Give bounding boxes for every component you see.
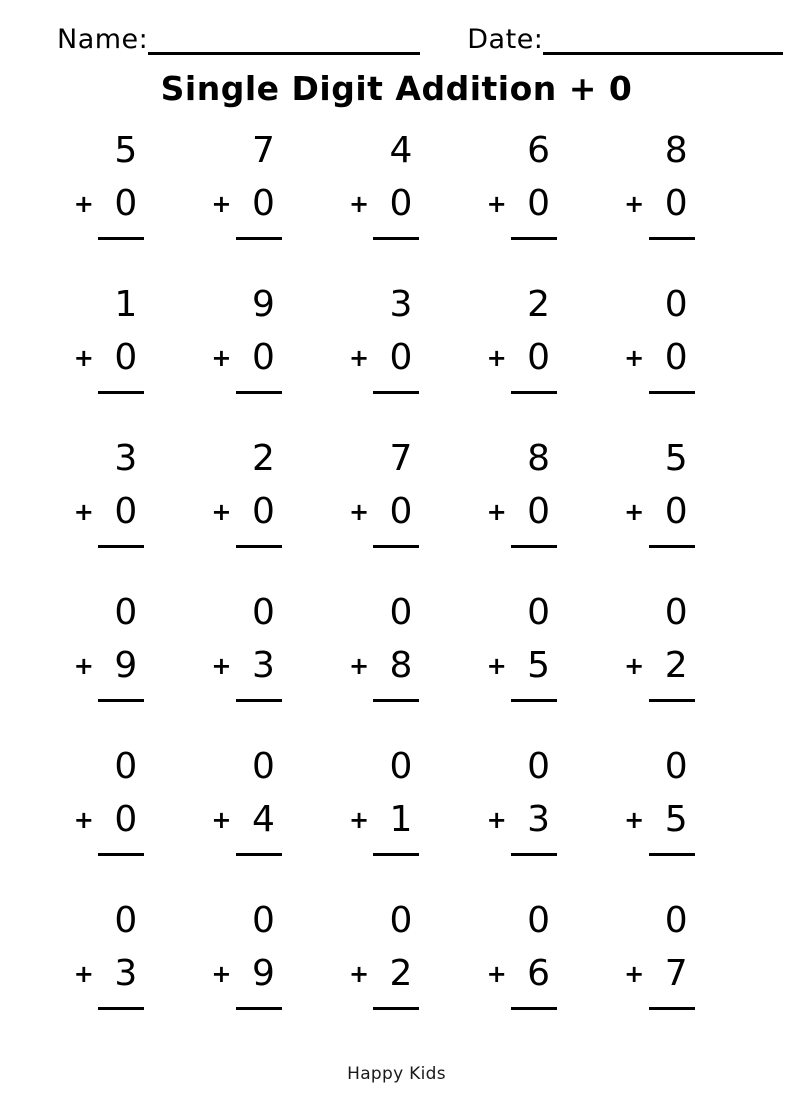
bottom-addend-row (57, 331, 195, 384)
bottom-addend-row (332, 485, 470, 538)
bottom-addend-row (607, 947, 745, 1000)
bottom-addend: 4 (251, 798, 275, 840)
bottom-addend: 0 (527, 336, 551, 378)
top-addend-row (332, 894, 470, 947)
answer-line[interactable] (373, 1007, 419, 1010)
problem-r3c5 (607, 432, 745, 550)
top-addend-row (332, 124, 470, 177)
top-addend: 5 (664, 437, 688, 479)
problem-r4c1 (57, 586, 195, 704)
name-label: Name: (57, 24, 149, 55)
top-addend: 1 (114, 283, 138, 325)
top-addend-row (195, 278, 333, 331)
bottom-addend-row (607, 485, 745, 538)
top-addend-row (332, 740, 470, 793)
top-addend: 0 (389, 591, 413, 633)
top-addend-row (195, 740, 333, 793)
top-addend: 0 (114, 899, 138, 941)
plus-operator: + (211, 189, 232, 218)
worksheet-title: Single Digit Addition + 0 (160, 69, 633, 109)
plus-operator: + (348, 805, 370, 834)
top-addend: 7 (389, 437, 413, 479)
top-addend: 0 (251, 745, 275, 787)
problem-r6c5 (607, 894, 745, 1012)
problem-r3c2 (195, 432, 333, 550)
problem-r4c3 (332, 586, 470, 704)
top-addend-row (57, 124, 195, 177)
problem-r5c4 (470, 740, 608, 858)
answer-line[interactable] (98, 1007, 144, 1010)
plus-operator: + (73, 497, 94, 526)
plus-operator: + (486, 343, 507, 372)
bottom-addend-row (332, 639, 470, 692)
bottom-addend: 0 (664, 182, 688, 224)
bottom-addend-row (607, 639, 745, 692)
plus-operator: + (624, 651, 645, 680)
bottom-addend-row (332, 177, 470, 230)
bottom-addend: 2 (389, 952, 413, 994)
top-addend-row (470, 124, 608, 177)
answer-line[interactable] (236, 391, 282, 394)
top-addend: 0 (664, 283, 688, 325)
answer-line[interactable] (511, 545, 557, 548)
plus-operator: + (211, 651, 232, 680)
problem-r3c4 (470, 432, 608, 550)
answer-line[interactable] (649, 391, 695, 394)
top-addend-row (57, 278, 195, 331)
name-field (57, 24, 467, 55)
answer-line[interactable] (98, 545, 144, 548)
plus-operator: + (348, 497, 370, 526)
problem-r3c3 (332, 432, 470, 550)
plus-operator: + (348, 959, 370, 988)
answer-line[interactable] (98, 699, 144, 702)
top-addend-row (607, 432, 745, 485)
plus-operator: + (486, 805, 507, 834)
problem-r5c3 (332, 740, 470, 858)
bottom-addend-row (57, 485, 195, 538)
plus-operator: + (73, 651, 94, 680)
bottom-addend-row (470, 793, 608, 846)
top-addend: 0 (664, 899, 688, 941)
bottom-addend: 0 (389, 182, 413, 224)
top-addend-row (195, 432, 333, 485)
plus-operator: + (348, 189, 370, 218)
top-addend: 7 (251, 129, 275, 171)
top-addend: 0 (527, 899, 551, 941)
top-addend: 3 (389, 283, 413, 325)
problem-r5c1 (57, 740, 195, 858)
answer-line[interactable] (649, 237, 695, 240)
top-addend: 5 (114, 129, 138, 171)
answer-line[interactable] (373, 545, 419, 548)
plus-operator: + (211, 959, 232, 988)
problems-grid (57, 124, 745, 1012)
bottom-addend: 8 (389, 644, 413, 686)
plus-operator: + (624, 805, 645, 834)
plus-operator: + (73, 959, 94, 988)
top-addend-row (470, 740, 608, 793)
top-addend-row (607, 124, 745, 177)
answer-line[interactable] (236, 699, 282, 702)
problem-r2c5 (607, 278, 745, 396)
footer-brand: Happy Kids (347, 1064, 446, 1084)
bottom-addend-row (57, 793, 195, 846)
problem-r1c5 (607, 124, 745, 242)
bottom-addend: 0 (251, 490, 275, 532)
answer-line[interactable] (511, 699, 557, 702)
plus-operator: + (486, 497, 507, 526)
bottom-addend-row (57, 947, 195, 1000)
top-addend: 0 (251, 899, 275, 941)
bottom-addend: 0 (251, 182, 275, 224)
bottom-addend-row (332, 793, 470, 846)
plus-operator: + (486, 959, 507, 988)
plus-operator: + (624, 343, 645, 372)
bottom-addend: 0 (251, 336, 275, 378)
bottom-addend-row (195, 485, 333, 538)
bottom-addend: 5 (664, 798, 688, 840)
plus-operator: + (486, 189, 507, 218)
answer-line[interactable] (511, 391, 557, 394)
plus-operator: + (624, 189, 645, 218)
bottom-addend: 0 (389, 490, 413, 532)
plus-operator: + (73, 805, 94, 834)
top-addend: 4 (389, 129, 413, 171)
top-addend-row (332, 432, 470, 485)
date-input-line[interactable] (543, 24, 783, 55)
top-addend-row (332, 278, 470, 331)
problem-r5c2 (195, 740, 333, 858)
bottom-addend: 0 (114, 490, 138, 532)
bottom-addend: 0 (389, 336, 413, 378)
bottom-addend-row (195, 177, 333, 230)
problem-r4c4 (470, 586, 608, 704)
top-addend: 0 (527, 591, 551, 633)
problem-r3c1 (57, 432, 195, 550)
top-addend: 0 (389, 745, 413, 787)
bottom-addend-row (470, 639, 608, 692)
name-input-line[interactable] (148, 24, 420, 55)
top-addend: 2 (251, 437, 275, 479)
bottom-addend: 0 (114, 182, 138, 224)
top-addend: 9 (251, 283, 275, 325)
top-addend-row (57, 894, 195, 947)
top-addend: 0 (664, 591, 688, 633)
answer-line[interactable] (98, 391, 144, 394)
problem-r5c5 (607, 740, 745, 858)
bottom-addend: 5 (527, 644, 551, 686)
problem-r1c4 (470, 124, 608, 242)
bottom-addend-row (470, 331, 608, 384)
problem-r2c4 (470, 278, 608, 396)
answer-line[interactable] (236, 545, 282, 548)
answer-line[interactable] (98, 237, 144, 240)
top-addend-row (195, 894, 333, 947)
bottom-addend: 3 (251, 644, 275, 686)
bottom-addend-row (470, 485, 608, 538)
plus-operator: + (486, 651, 507, 680)
bottom-addend-row (332, 947, 470, 1000)
bottom-addend: 3 (527, 798, 551, 840)
bottom-addend: 9 (251, 952, 275, 994)
date-label: Date: (467, 24, 544, 55)
top-addend: 0 (114, 591, 138, 633)
bottom-addend-row (57, 639, 195, 692)
bottom-addend: 0 (527, 182, 551, 224)
problem-r6c1 (57, 894, 195, 1012)
problem-r6c3 (332, 894, 470, 1012)
top-addend-row (607, 586, 745, 639)
answer-line[interactable] (373, 853, 419, 856)
top-addend: 0 (389, 899, 413, 941)
bottom-addend-row (607, 331, 745, 384)
problem-r2c3 (332, 278, 470, 396)
top-addend: 8 (527, 437, 551, 479)
bottom-addend: 0 (114, 336, 138, 378)
answer-line[interactable] (511, 237, 557, 240)
answer-line[interactable] (373, 391, 419, 394)
top-addend: 0 (527, 745, 551, 787)
plus-operator: + (211, 805, 232, 834)
top-addend-row (57, 432, 195, 485)
plus-operator: + (624, 959, 645, 988)
problem-r2c2 (195, 278, 333, 396)
bottom-addend-row (470, 947, 608, 1000)
answer-line[interactable] (236, 237, 282, 240)
answer-line[interactable] (373, 237, 419, 240)
bottom-addend: 7 (664, 952, 688, 994)
top-addend-row (470, 278, 608, 331)
bottom-addend-row (332, 331, 470, 384)
top-addend-row (195, 586, 333, 639)
bottom-addend-row (57, 177, 195, 230)
top-addend: 3 (114, 437, 138, 479)
problem-r1c1 (57, 124, 195, 242)
top-addend-row (470, 586, 608, 639)
problem-r6c2 (195, 894, 333, 1012)
bottom-addend-row (470, 177, 608, 230)
answer-line[interactable] (236, 853, 282, 856)
answer-line[interactable] (98, 853, 144, 856)
bottom-addend: 0 (664, 336, 688, 378)
answer-line[interactable] (511, 853, 557, 856)
answer-line[interactable] (649, 853, 695, 856)
answer-line[interactable] (236, 1007, 282, 1010)
plus-operator: + (624, 497, 645, 526)
answer-line[interactable] (649, 1007, 695, 1010)
problem-r1c3 (332, 124, 470, 242)
plus-operator: + (73, 189, 94, 218)
problem-r4c5 (607, 586, 745, 704)
top-addend-row (195, 124, 333, 177)
top-addend-row (607, 740, 745, 793)
plus-operator: + (211, 343, 232, 372)
problem-r4c2 (195, 586, 333, 704)
plus-operator: + (211, 497, 232, 526)
top-addend: 8 (664, 129, 688, 171)
header (0, 0, 793, 55)
bottom-addend: 6 (527, 952, 551, 994)
plus-operator: + (348, 343, 370, 372)
plus-operator: + (73, 343, 94, 372)
answer-line[interactable] (373, 699, 419, 702)
bottom-addend-row (195, 793, 333, 846)
top-addend-row (57, 586, 195, 639)
bottom-addend-row (195, 331, 333, 384)
bottom-addend-row (607, 793, 745, 846)
top-addend: 0 (114, 745, 138, 787)
bottom-addend-row (607, 177, 745, 230)
top-addend-row (470, 432, 608, 485)
bottom-addend: 0 (114, 798, 138, 840)
bottom-addend-row (195, 947, 333, 1000)
top-addend: 2 (527, 283, 551, 325)
top-addend-row (607, 278, 745, 331)
bottom-addend: 0 (664, 490, 688, 532)
bottom-addend: 2 (664, 644, 688, 686)
answer-line[interactable] (649, 699, 695, 702)
answer-line[interactable] (511, 1007, 557, 1010)
bottom-addend: 0 (527, 490, 551, 532)
top-addend-row (57, 740, 195, 793)
top-addend-row (332, 586, 470, 639)
top-addend: 0 (664, 745, 688, 787)
problem-r1c2 (195, 124, 333, 242)
bottom-addend: 3 (114, 952, 138, 994)
problem-r2c1 (57, 278, 195, 396)
bottom-addend: 1 (389, 798, 413, 840)
top-addend: 0 (251, 591, 275, 633)
date-field (467, 24, 783, 55)
top-addend-row (607, 894, 745, 947)
answer-line[interactable] (649, 545, 695, 548)
bottom-addend: 9 (114, 644, 138, 686)
top-addend: 6 (527, 129, 551, 171)
plus-operator: + (348, 651, 370, 680)
problem-r6c4 (470, 894, 608, 1012)
top-addend-row (470, 894, 608, 947)
bottom-addend-row (195, 639, 333, 692)
